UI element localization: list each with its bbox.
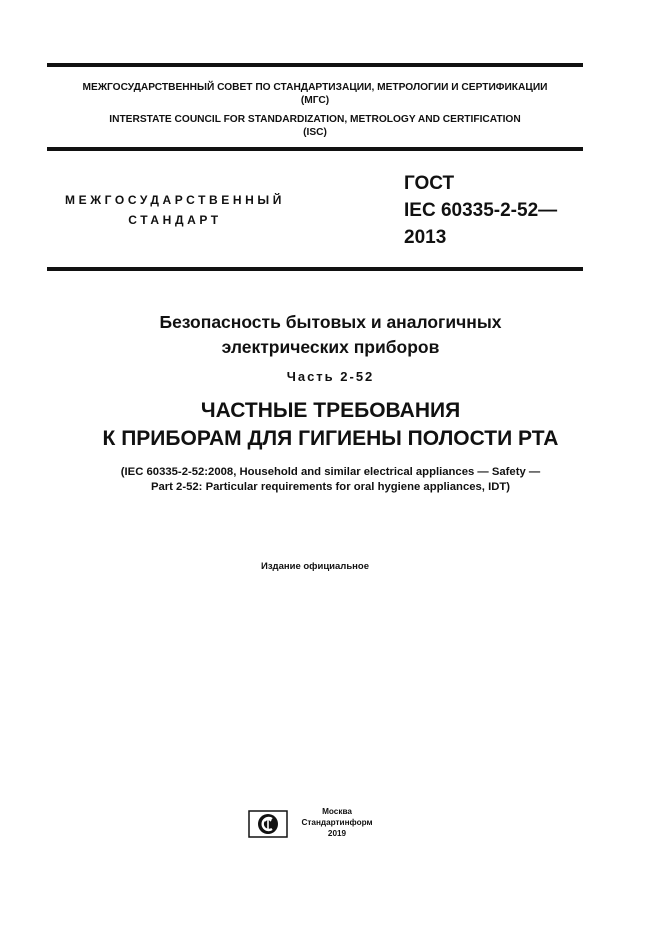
council-ru-name: МЕЖГОСУДАРСТВЕННЫЙ СОВЕТ ПО СТАНДАРТИЗАЦИИ, МЕТРОЛОГИИ И СЕРТИФИКАЦИИ (82, 82, 548, 93)
council-ru (47, 81, 583, 107)
publisher-logo-icon (248, 810, 288, 843)
council-en (47, 113, 583, 139)
edition-label: Издание официальное (261, 561, 369, 572)
top-rule (47, 63, 583, 67)
iec-reference (0, 465, 661, 495)
main-title-line1: Безопасность бытовых и аналогичных (159, 312, 502, 332)
publisher-name: Стандартинформ (301, 818, 373, 827)
publisher-city: Москва (322, 807, 352, 816)
part-number (0, 369, 661, 384)
gost-year: 2013 (404, 227, 447, 248)
council-en-name: INTERSTATE COUNCIL FOR STANDARDIZATION, METROLOGY AND CERTIFICATION (109, 114, 521, 125)
council-en-abbr: (ISC) (303, 127, 327, 138)
standard-type-line2: СТАНДАРТ (128, 213, 222, 227)
header-rule (47, 147, 583, 151)
designation-rule (47, 267, 583, 271)
main-title-line2: электрических приборов (221, 337, 440, 357)
subtitle-line2: К ПРИБОРАМ ДЛЯ ГИГИЕНЫ ПОЛОСТИ РТА (102, 427, 559, 450)
subtitle (0, 397, 661, 453)
standard-type-line1: МЕЖГОСУДАРСТВЕННЫЙ (65, 193, 285, 207)
council-ru-abbr: (МГС) (300, 95, 330, 106)
standard-type (60, 190, 290, 230)
standard-designation (404, 170, 557, 251)
iec-reference-line1: (IEC 60335-2-52:2008, Household and similar electrical appliances — Safety — (120, 466, 541, 478)
gost-label: ГОСТ (404, 173, 455, 194)
main-title (0, 310, 661, 360)
publisher-info (292, 806, 382, 839)
iec-reference-line2: Part 2-52: Particular requirements for oral hygiene appliances, IDT) (150, 481, 511, 493)
part-label: Часть 2-52 (286, 369, 375, 384)
publisher-year: 2019 (327, 829, 347, 838)
subtitle-line1: ЧАСТНЫЕ ТРЕБОВАНИЯ (200, 399, 461, 422)
gost-number: IEC 60335-2-52— (404, 200, 558, 221)
